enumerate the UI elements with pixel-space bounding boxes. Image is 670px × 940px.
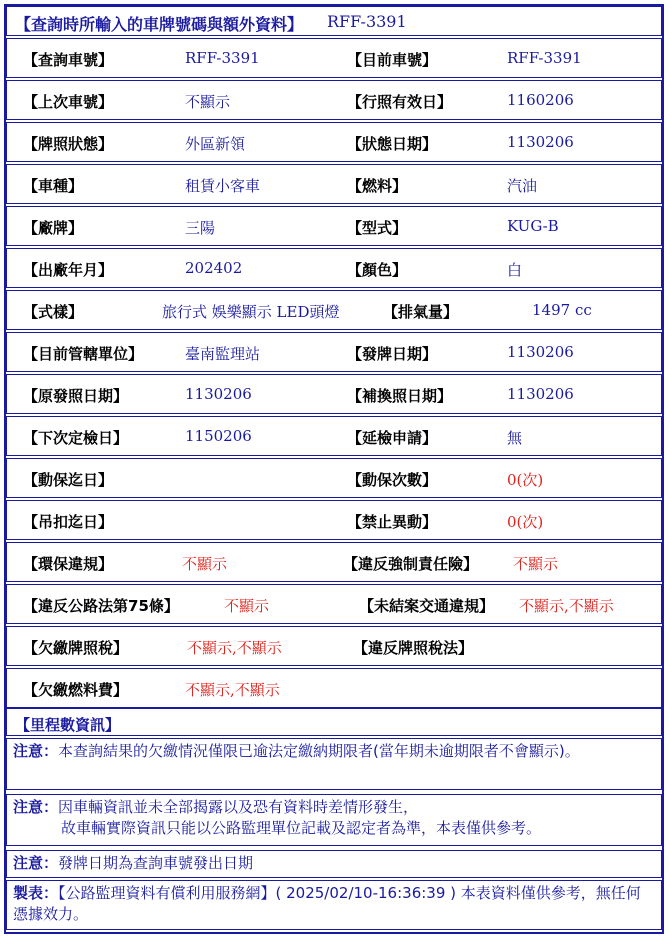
note-3 <box>6 850 662 878</box>
field-label: 【動保迄日】 <box>23 471 114 489</box>
footer-text: 【公路監理資料有償利用服務網】( 2025/02/10-16:36:39 ) 本表資料僅供參考，無任何憑據效力。 <box>13 884 641 923</box>
field-label: 【發牌日期】 <box>347 345 438 363</box>
field-label: 【廠牌】 <box>23 219 84 237</box>
field-value: RFF-3391 <box>185 49 260 67</box>
field-label: 【禁止異動】 <box>347 513 438 531</box>
field-value: 臺南監理站 <box>185 345 261 363</box>
header-plate: RFF-3391 <box>327 12 407 31</box>
detail-row <box>6 542 662 582</box>
field-label: 【排氣量】 <box>383 303 459 321</box>
note-1-label: 注意： <box>13 742 59 760</box>
note-3-label: 注意： <box>13 854 59 872</box>
note-2 <box>6 794 662 846</box>
field-label: 【違反公路法第75條】 <box>23 597 179 615</box>
field-label: 【未結案交通違規】 <box>359 597 495 615</box>
field-value: 白 <box>507 261 523 279</box>
field-value: 旅行式 娛樂顯示 LED頭燈 <box>162 303 340 321</box>
detail-row <box>6 122 662 162</box>
field-value: 外區新領 <box>185 135 246 153</box>
field-label: 【下次定檢日】 <box>23 429 129 447</box>
mileage-section-label: 【里程數資訊】 <box>15 716 121 734</box>
field-label: 【顏色】 <box>347 261 408 279</box>
field-label: 【查詢車號】 <box>23 51 114 69</box>
field-value: 0(次) <box>507 513 544 531</box>
field-label: 【動保次數】 <box>347 471 438 489</box>
field-label: 【環保違規】 <box>23 555 114 573</box>
field-label: 【違反強制責任險】 <box>343 555 479 573</box>
field-label: 【目前管轄單位】 <box>23 345 144 363</box>
field-label: 【型式】 <box>347 219 408 237</box>
note-2-label: 注意： <box>13 798 59 816</box>
detail-row <box>6 584 662 624</box>
detail-row <box>6 80 662 120</box>
note-3-text: 發牌日期為查詢車號發出日期 <box>58 854 254 872</box>
field-label: 【違反牌照稅法】 <box>353 639 474 657</box>
field-value: 不顯示,不顯示 <box>187 639 282 657</box>
field-label: 【出廠年月】 <box>23 261 114 279</box>
note-1 <box>6 738 662 790</box>
detail-row <box>6 374 662 414</box>
field-label: 【車種】 <box>23 177 84 195</box>
field-label: 【欠繳牌照稅】 <box>23 639 129 657</box>
footer-label: 製表： <box>13 884 59 902</box>
field-value: 租賃小客車 <box>185 177 261 195</box>
field-value: 無 <box>507 429 523 447</box>
field-label: 【目前車號】 <box>347 51 438 69</box>
detail-row <box>6 290 662 330</box>
mileage-section-title <box>6 708 662 736</box>
field-value: 不顯示 <box>513 555 559 573</box>
detail-row <box>6 248 662 288</box>
field-label: 【原發照日期】 <box>23 387 129 405</box>
field-label: 【牌照狀態】 <box>23 135 114 153</box>
field-value: 不顯示,不顯示 <box>519 597 614 615</box>
field-label: 【狀態日期】 <box>347 135 438 153</box>
field-value: 汽油 <box>507 177 538 195</box>
field-value: 不顯示 <box>224 597 270 615</box>
query-header <box>6 6 662 36</box>
field-value: 三陽 <box>185 219 216 237</box>
field-value: 不顯示 <box>185 93 231 111</box>
detail-row <box>6 500 662 540</box>
field-value: 1160206 <box>507 91 574 109</box>
field-value: 202402 <box>185 259 243 277</box>
detail-row <box>6 458 662 498</box>
field-label: 【延檢申請】 <box>347 429 438 447</box>
field-label: 【上次車號】 <box>23 93 114 111</box>
field-label: 【式樣】 <box>23 303 84 321</box>
detail-row <box>6 416 662 456</box>
field-label: 【行照有效日】 <box>347 93 453 111</box>
field-value: 1130206 <box>507 343 574 361</box>
header-title: 【查詢時所輸入的車牌號碼與額外資料】 <box>15 15 304 34</box>
field-value: 1130206 <box>185 385 252 403</box>
field-value: 不顯示,不顯示 <box>185 681 280 699</box>
note-2-text-continued: 故車輛實際資訊只能以公路監理單位記載及認定者為準，本表僅供參考。 <box>61 819 542 837</box>
field-value: 1150206 <box>185 427 252 445</box>
footer-note <box>6 880 662 930</box>
detail-row <box>6 206 662 246</box>
field-value: 1497 cc <box>532 301 592 319</box>
detail-row <box>6 668 662 708</box>
field-label: 【吊扣迄日】 <box>23 513 114 531</box>
detail-row <box>6 626 662 666</box>
field-label: 【欠繳燃料費】 <box>23 681 129 699</box>
detail-row <box>6 332 662 372</box>
field-label: 【燃料】 <box>347 177 408 195</box>
detail-row <box>6 38 662 78</box>
field-value: 1130206 <box>507 133 574 151</box>
field-value: 1130206 <box>507 385 574 403</box>
field-value: KUG-B <box>507 217 559 235</box>
note-1-text: 本查詢結果的欠繳情況僅限已逾法定繳納期限者(當年期未逾期限者不會顯示)。 <box>58 742 580 760</box>
detail-row <box>6 164 662 204</box>
field-value: RFF-3391 <box>507 49 582 67</box>
field-value: 不顯示 <box>182 555 228 573</box>
field-label: 【補換照日期】 <box>347 387 453 405</box>
note-2-text: 因車輛資訊並未全部揭露以及恐有資料時差情形發生， <box>58 798 419 816</box>
field-value: 0(次) <box>507 471 544 489</box>
